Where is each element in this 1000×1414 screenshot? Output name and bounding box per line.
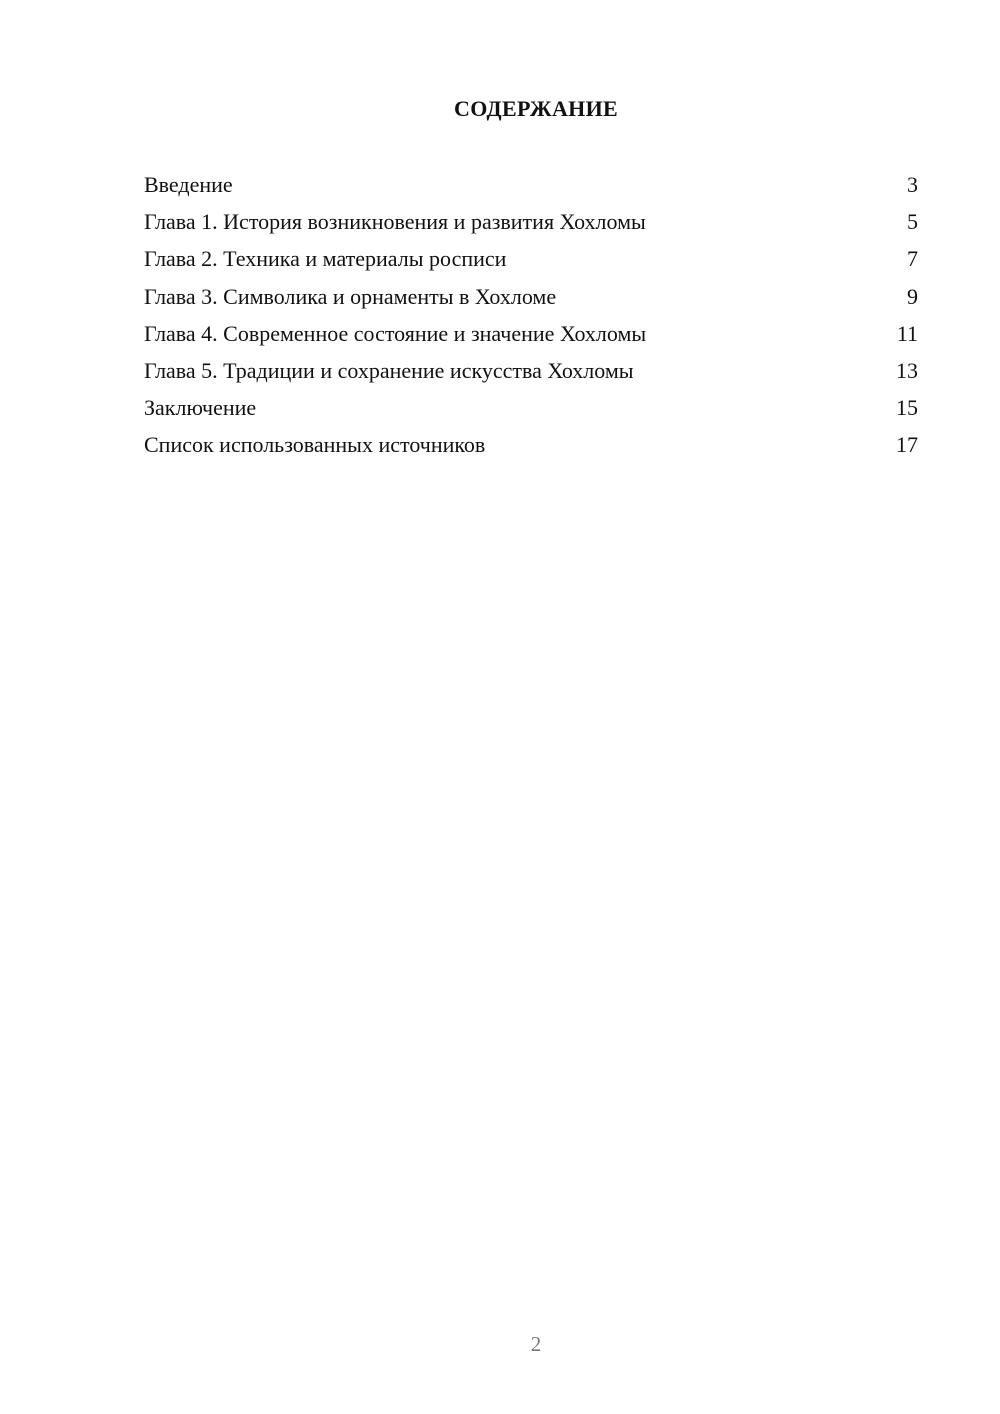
toc-entry-page: 3	[907, 172, 918, 197]
toc-entry-page: 13	[896, 357, 918, 383]
toc-entry-label: Введение	[144, 172, 233, 197]
toc-entry-label: Глава 2. Техника и материалы росписи	[144, 246, 507, 272]
toc-entry	[144, 203, 918, 240]
toc-entry-label: Глава 1. История возникновения и развития Хохломы	[144, 209, 646, 235]
toc-entry	[144, 389, 918, 426]
toc-entry-label: Глава 3. Символика и орнаменты в Хохломе	[144, 283, 557, 309]
toc-entry	[144, 315, 918, 352]
toc-entry-page: 9	[907, 283, 918, 309]
toc-entry-label: Глава 4. Современное состояние и значение Хохломы	[144, 320, 647, 346]
table-of-contents	[144, 166, 918, 464]
page-number: 2	[530, 1332, 542, 1356]
toc-entry	[144, 426, 918, 463]
toc-entry	[144, 166, 918, 203]
toc-entry-label: Заключение	[144, 395, 257, 421]
page-title: СОДЕРЖАНИЕ	[454, 96, 618, 121]
toc-entry	[144, 240, 918, 277]
toc-entry-page: 17	[896, 432, 918, 458]
toc-entry-label: Глава 5. Традиции и сохранение искусства Хохломы	[144, 357, 634, 383]
toc-entry-page: 11	[896, 320, 918, 346]
toc-entry-page: 5	[907, 209, 918, 235]
toc-entry	[144, 352, 918, 389]
toc-entry-page: 7	[907, 246, 918, 272]
toc-entry-label: Список использованных источников	[144, 432, 486, 458]
toc-entry	[144, 278, 918, 315]
toc-entry-page: 15	[896, 395, 918, 421]
